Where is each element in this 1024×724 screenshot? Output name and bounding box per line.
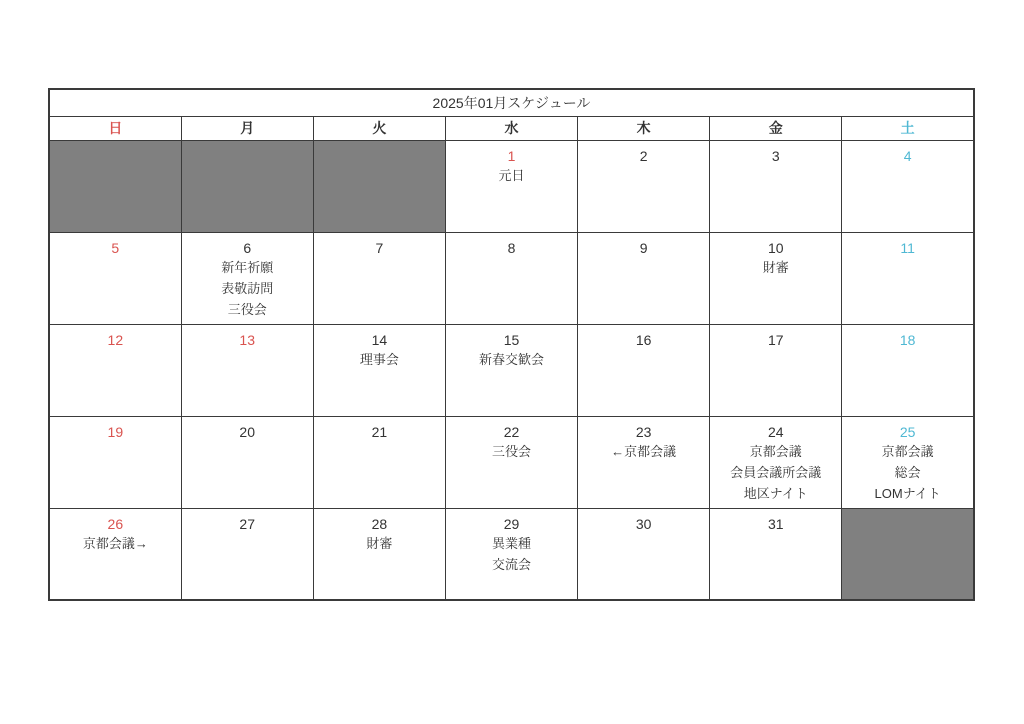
day-number: 3 [771,147,780,164]
calendar-title: 2025年01月スケジュール [49,89,974,116]
week-row-1 [49,140,974,232]
event-label: 異業種 [491,535,531,551]
event-label: 三役会 [227,301,267,317]
event-label: ←京都会議 [611,443,677,459]
week-row-5 [49,508,974,600]
event-label: 地区ナイト [743,485,808,501]
day-number: 19 [107,423,124,440]
day-cell-22 [445,416,577,508]
day-number: 9 [639,239,648,256]
day-cell-29 [445,508,577,600]
day-number: 7 [375,239,384,256]
day-cell-26 [49,508,181,600]
event-label: 京都会議→ [82,535,148,551]
event-label: 京都会議 [881,443,934,459]
event-label: 財審 [762,259,789,275]
event-label: 理事会 [359,351,399,367]
day-cell-27 [181,508,313,600]
event-label: 新年祈願 [221,259,274,275]
day-number: 10 [767,239,784,256]
day-number: 12 [107,331,124,348]
day-cell-18 [842,324,974,416]
event-label: 新春交歓会 [478,351,544,367]
weekday-header-row [49,116,974,140]
day-cell-7 [313,232,445,324]
day-number: 8 [507,239,516,256]
day-cell-1 [445,140,577,232]
day-cell-9 [578,232,710,324]
day-number: 23 [635,423,652,440]
event-label: 元日 [498,167,525,183]
day-cell-13 [181,324,313,416]
day-number: 4 [903,147,912,164]
day-number: 1 [507,147,516,164]
event-label: 京都会議 [749,443,802,459]
day-cell-23 [578,416,710,508]
event-label: 総会 [894,464,921,480]
day-cell-12 [49,324,181,416]
event-label: 財審 [366,535,393,551]
weekday-header-saturday: 土 [842,116,974,140]
event-label: 会員会議所会議 [730,464,822,480]
day-cell-14 [313,324,445,416]
day-cell-30 [578,508,710,600]
weekday-header-sunday: 日 [49,116,181,140]
day-cell-31 [710,508,842,600]
day-number: 16 [635,331,652,348]
week-row-3 [49,324,974,416]
event-label: 三役会 [491,443,531,459]
week-row-4 [49,416,974,508]
schedule-table [48,88,975,601]
day-number: 5 [111,239,120,256]
day-number: 29 [503,515,520,532]
calendar-grid [49,140,974,600]
day-cell-21 [313,416,445,508]
day-cell-5 [49,232,181,324]
blocked-cell [49,140,181,232]
day-number: 20 [239,423,255,440]
title-row [49,89,974,116]
event-label: LOMナイト [874,485,941,501]
blocked-cell [842,508,974,600]
day-number: 31 [767,515,784,532]
weekday-header-friday: 金 [710,116,842,140]
day-cell-8 [445,232,577,324]
day-number: 22 [503,423,520,440]
day-number: 2 [639,147,648,164]
day-number: 30 [635,515,652,532]
day-number: 18 [899,331,916,348]
day-number: 11 [900,239,915,256]
day-cell-17 [710,324,842,416]
week-row-2 [49,232,974,324]
day-cell-20 [181,416,313,508]
day-number: 21 [371,423,388,440]
day-number: 13 [239,331,255,348]
day-cell-16 [578,324,710,416]
day-number: 24 [767,423,784,440]
day-cell-3 [710,140,842,232]
day-cell-11 [842,232,974,324]
weekday-header-wednesday: 水 [445,116,577,140]
day-number: 15 [503,331,520,348]
day-cell-4 [842,140,974,232]
weekday-header-thursday: 木 [578,116,710,140]
blocked-cell [313,140,445,232]
day-number: 14 [371,331,388,348]
event-label: 交流会 [491,556,531,572]
day-cell-15 [445,324,577,416]
blocked-cell [181,140,313,232]
day-number: 6 [243,239,252,256]
day-cell-25 [842,416,974,508]
event-label: 表敬訪問 [221,280,274,296]
weekday-header-tuesday: 火 [313,116,445,140]
day-cell-24 [710,416,842,508]
day-number: 28 [371,515,388,532]
day-number: 26 [107,515,124,532]
day-cell-19 [49,416,181,508]
day-number: 27 [239,515,255,532]
day-cell-28 [313,508,445,600]
day-cell-6 [181,232,313,324]
day-number: 25 [899,423,916,440]
day-number: 17 [767,331,784,348]
weekday-header-monday: 月 [181,116,313,140]
day-cell-10 [710,232,842,324]
day-cell-2 [578,140,710,232]
